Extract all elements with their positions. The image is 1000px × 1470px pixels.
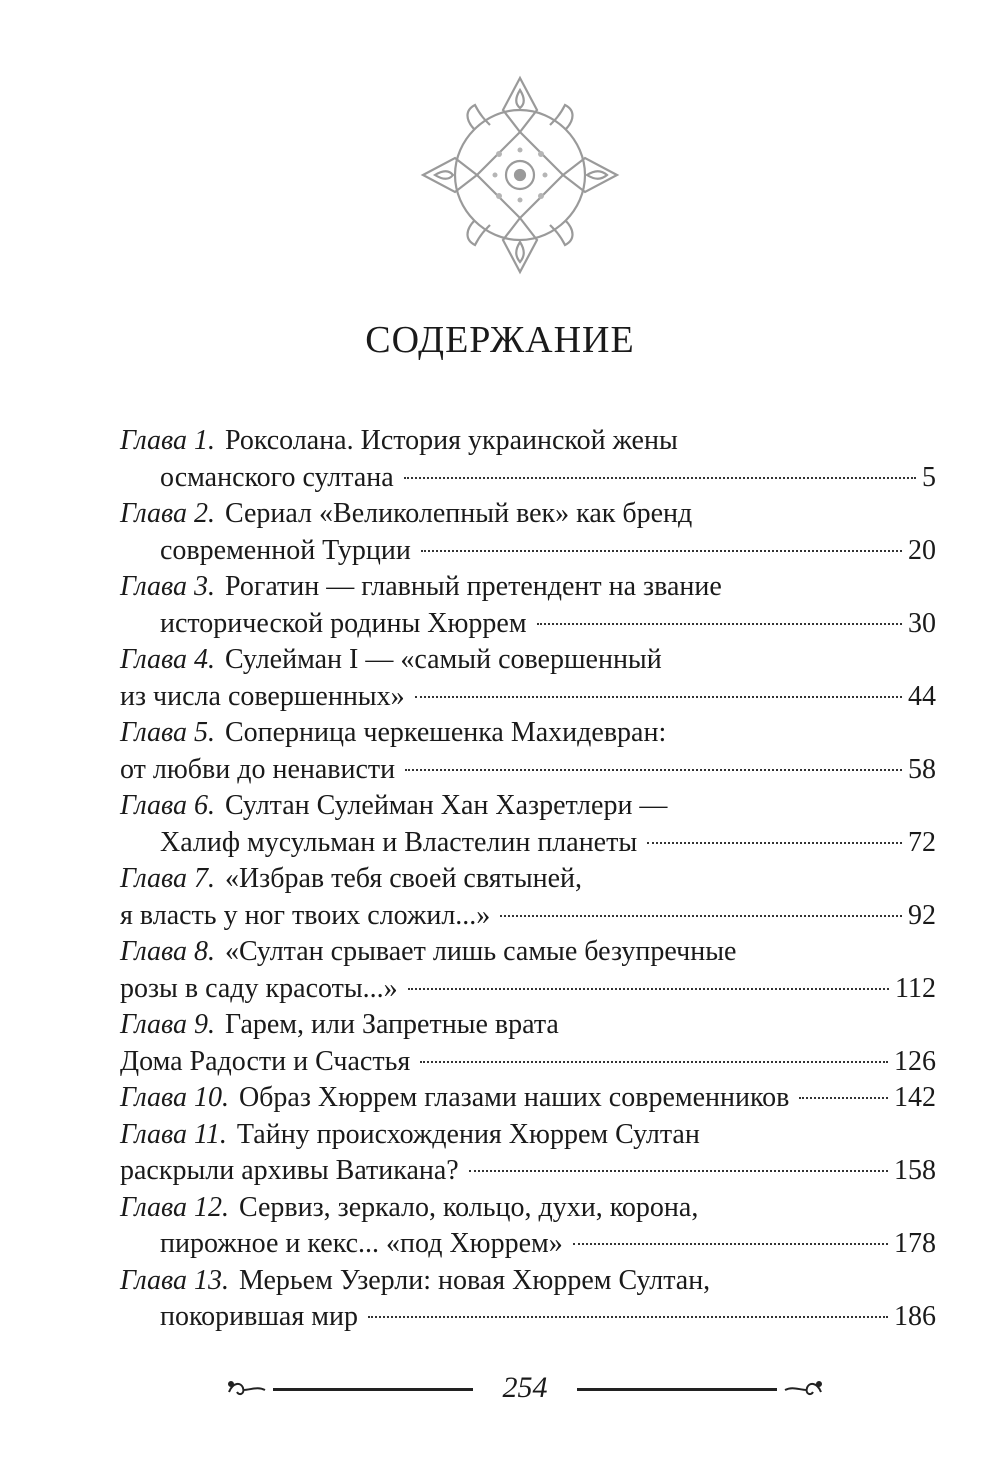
chapter-title-continued: из числа совершенных» — [120, 680, 405, 712]
toc-page-number: 142 — [894, 1082, 936, 1113]
chapter-title-continued: пирожное и кекс... «под Хюррем» — [160, 1228, 563, 1259]
chapter-title-continued: покорившая мир — [160, 1301, 358, 1332]
chapter-label: Глава 2. — [120, 498, 215, 529]
chapter-label: Глава 5. — [120, 717, 215, 748]
dot-leader — [408, 988, 889, 990]
chapter-label: Глава 8. — [120, 936, 215, 967]
chapter-label: Глава 4. — [120, 644, 215, 675]
toc-page-number: 72 — [908, 826, 936, 858]
chapter-title: Тайну происхождения Хюррем Султан — [236, 1118, 700, 1150]
chapter-title: «Султан срывает лишь самые безупречные — [224, 936, 737, 967]
chapter-label: Глава 1. — [120, 425, 215, 456]
chapter-title: Мерьем Узерли: новая Хюррем Султан, — [238, 1264, 711, 1296]
chapter-title: Рогатин — главный претендент на звание — [224, 571, 722, 602]
chapter-title-continued: от любви до ненависти — [120, 753, 396, 785]
chapter-title: Султан Сулейман Хан Хазретлери — — [224, 790, 668, 821]
chapter-title-continued: Дома Радости и Счастья — [120, 1045, 411, 1077]
chapter-title: Сервиз, зеркало, кольцо, духи, корона, — [238, 1191, 699, 1223]
chapter-title-continued: раскрыли архивы Ватикана? — [120, 1155, 459, 1186]
chapter-label: Глава 6. — [120, 790, 215, 821]
chapter-title-continued: Халиф мусульман и Властелин планеты — [160, 826, 638, 858]
dot-leader — [405, 769, 902, 771]
dot-leader — [500, 915, 902, 917]
chapter-label: Глава 7. — [120, 863, 215, 894]
toc-page-number: 5 — [922, 461, 936, 493]
chapter-title-continued: османского султана — [160, 461, 394, 493]
page-number: 254 — [502, 1371, 548, 1404]
chapter-title: «Избрав тебя своей святыней, — [224, 863, 583, 894]
chapter-title: Сулейман I — «самый совершенный — [224, 644, 662, 675]
footer-rule-right — [577, 1388, 777, 1391]
dot-leader — [469, 1170, 888, 1172]
toc-page-number: 30 — [908, 607, 936, 639]
dot-leader — [404, 477, 916, 479]
chapter-title-continued: розы в саду красоты...» — [120, 972, 398, 1004]
toc-page-number: 158 — [894, 1155, 936, 1186]
footer-rule-left — [273, 1388, 473, 1391]
chapter-label: Глава 9. — [120, 1009, 215, 1040]
chapter-title: Сериал «Великолепный век» как бренд — [224, 498, 693, 529]
chapter-title: Гарем, или Запретные врата — [224, 1009, 559, 1040]
chapter-label: Глава 13. — [120, 1264, 229, 1296]
chapter-label: Глава 11. — [120, 1118, 227, 1150]
dot-leader — [647, 842, 902, 844]
toc-page-number: 20 — [908, 534, 936, 566]
page-title: СОДЕРЖАНИЕ — [365, 319, 635, 361]
toc-page-number: 112 — [895, 972, 936, 1004]
dot-leader — [421, 550, 902, 552]
dot-leader — [573, 1243, 888, 1245]
toc-page-number: 186 — [894, 1301, 936, 1332]
toc-page-number: 92 — [908, 899, 936, 931]
vine-flourish-icon — [775, 1374, 825, 1404]
dot-leader — [368, 1316, 888, 1318]
chapter-title: Роксолана. История украинской жены — [224, 425, 678, 456]
chapter-title-continued: современной Турции — [160, 534, 411, 566]
chapter-title: Соперница черкешенка Махидевран: — [224, 717, 667, 748]
chapter-label: Глава 3. — [120, 571, 215, 602]
toc-page-number: 126 — [894, 1045, 936, 1077]
dot-leader — [537, 623, 902, 625]
chapter-title-continued: я власть у ног твоих сложил...» — [120, 899, 491, 931]
chapter-title: Образ Хюррем глазами наших современников — [238, 1082, 790, 1113]
dot-leader — [420, 1061, 888, 1063]
toc-page-number: 58 — [908, 753, 936, 785]
dot-leader — [415, 696, 902, 698]
toc-entry-line2 — [160, 1296, 936, 1338]
chapter-title-continued: исторической родины Хюррем — [160, 607, 527, 639]
chapter-label: Глава 12. — [120, 1191, 229, 1223]
dot-leader — [799, 1097, 888, 1099]
vine-flourish-icon — [225, 1374, 275, 1404]
toc-page-number: 178 — [894, 1228, 936, 1259]
toc-page-number: 44 — [908, 680, 936, 712]
chapter-label: Глава 10. — [120, 1082, 229, 1113]
page-footer — [225, 1366, 825, 1410]
